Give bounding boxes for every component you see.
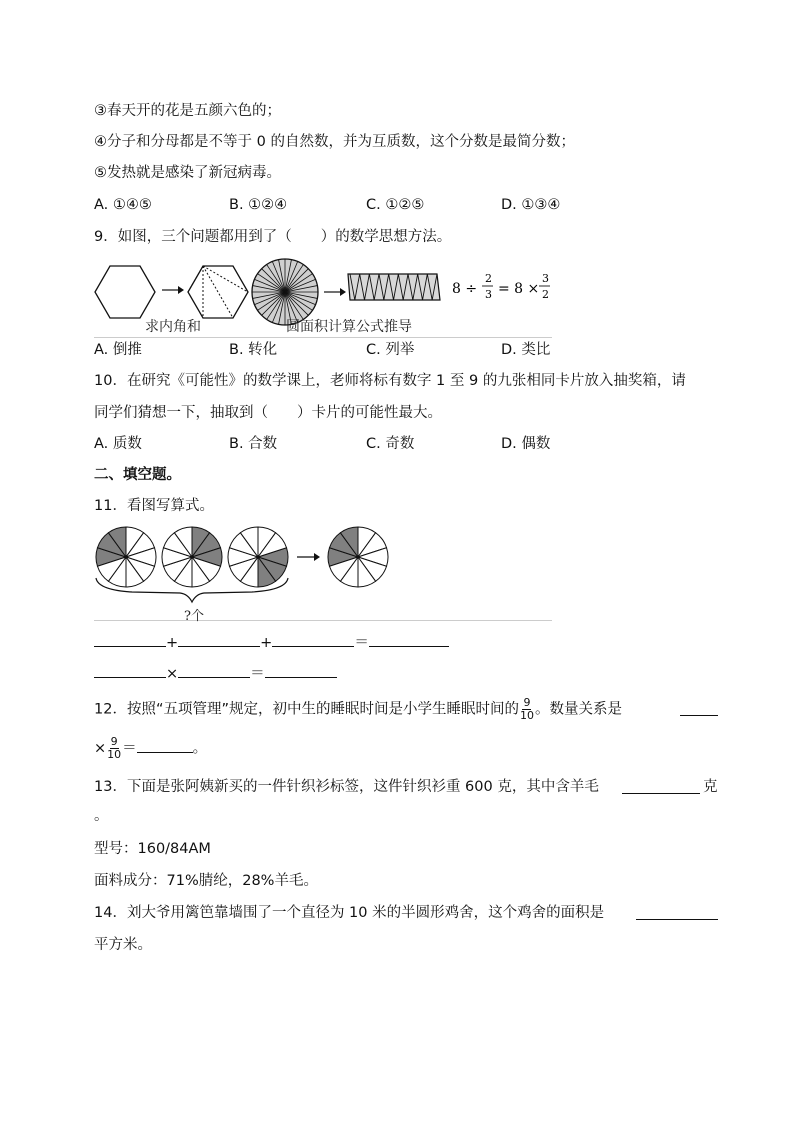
q8-option-d: D. ①③④ [501, 197, 561, 213]
arrow-icon [314, 553, 320, 561]
q12-line-1 [94, 697, 622, 722]
answer-blank[interactable] [636, 905, 718, 920]
figure-divider [94, 337, 552, 338]
plus-sign: + [166, 635, 179, 651]
division-formula [452, 272, 550, 301]
answer-blank[interactable] [178, 632, 260, 647]
answer-blank[interactable] [622, 779, 700, 794]
formula-n1: 2 [485, 272, 492, 285]
q12-text: 12．按照“五项管理”规定，初中生的睡眠时间是小学生睡眠时间的 [94, 701, 519, 718]
q14-line-2: 平方米。 [94, 937, 152, 953]
q13-label-model: 型号：160/84AM [94, 841, 211, 857]
q9-option-a: A. 倒推 [94, 342, 142, 358]
q10-option-c: C. 奇数 [366, 436, 415, 452]
answer-blank[interactable] [94, 663, 166, 678]
answer-blank[interactable] [369, 632, 449, 647]
answer-blank[interactable] [680, 701, 718, 716]
q13-end: 。 [94, 808, 109, 824]
q9-caption-right: 圆面积计算公式推导 [286, 319, 412, 335]
q13-label-fabric: 面料成分：71%腈纶，28%羊毛。 [94, 873, 318, 889]
q8-item-5: ⑤发热就是感染了新冠病毒。 [94, 165, 281, 181]
q14-line-1: 14．刘大爷用篱笆靠墙围了一个直径为 10 米的半圆形鸡舍，这个鸡舍的面积是 [94, 905, 605, 921]
q13-unit: 克 [703, 779, 718, 795]
q10-option-d: D. 偶数 [501, 436, 551, 452]
formula-n2: 3 [542, 272, 549, 285]
formula-part-a: 8 ÷ [452, 281, 478, 297]
q13-text: 13．下面是张阿姨新买的一件针织衫标签，这件针织衫重 600 克，其中含羊毛 [94, 779, 599, 795]
arrow-icon [178, 286, 184, 294]
fraction-pie [96, 527, 156, 587]
rearranged-parallelogram-shape [348, 274, 440, 300]
q11-addition-row [94, 632, 449, 653]
q8-option-b: B. ①②④ [229, 197, 288, 213]
answer-blank[interactable] [265, 663, 337, 678]
q11-stem: 11．看图写算式。 [94, 498, 214, 514]
q11-figure [92, 522, 402, 622]
q10-line-2: 同学们猜想一下，抽取到（ ）卡片的可能性最大。 [94, 405, 442, 421]
formula-d2: 2 [542, 288, 549, 301]
formula-mid: = 8 × [498, 281, 540, 297]
q10-option-a: A. 质数 [94, 436, 142, 452]
fraction-pie [162, 527, 222, 587]
answer-blank[interactable] [94, 632, 166, 647]
q11-brace-label: ?个 [184, 609, 204, 624]
q10-line-1: 10．在研究《可能性》的数学课上，老师将标有数字 1 至 9 的九张相同卡片放入抽奖箱，请 [94, 373, 686, 389]
q8-item-4: ④分子和分母都是不等于 0 的自然数，并为互质数，这个分数是最简分数； [94, 134, 575, 150]
equals-sign: ＝ [250, 666, 265, 682]
times-sign: × [166, 666, 179, 682]
q9-caption-left: 求内角和 [145, 319, 201, 335]
q9-option-b: B. 转化 [229, 342, 278, 358]
q12-line-2: × $\frac{9}{10}$ ＝ 。 [94, 735, 208, 761]
fraction-pie [228, 527, 288, 587]
formula-d1: 3 [485, 288, 492, 301]
q9-stem: 9．如图，三个问题都用到了（ ）的数学思想方法。 [94, 229, 452, 245]
equals-sign: ＝ [354, 635, 369, 651]
section-heading: 二、填空题。 [94, 467, 181, 483]
answer-blank[interactable] [137, 738, 193, 753]
hexagon-shape [95, 266, 155, 318]
q8-option-c: C. ①②⑤ [366, 197, 425, 213]
q9-option-c: C. 列举 [366, 342, 415, 358]
fraction: $\frac{9}{10}$ [107, 735, 122, 761]
q8-item-3: ③春天开的花是五颜六色的； [94, 103, 281, 119]
q9-option-d: D. 类比 [501, 342, 551, 358]
q11-multiplication-row [94, 663, 337, 684]
answer-blank[interactable] [178, 663, 250, 678]
fraction-pie [328, 527, 388, 587]
q8-option-a: A. ①④⑤ [94, 197, 152, 213]
divided-hexagon-shape [188, 266, 248, 318]
figure-divider [94, 620, 552, 621]
q10-option-b: B. 合数 [229, 436, 278, 452]
arrow-icon [340, 288, 346, 296]
answer-blank[interactable] [272, 632, 354, 647]
fraction: $\frac{9}{10}$ [519, 696, 534, 722]
plus-sign: + [260, 635, 273, 651]
q12-text-2: 。数量关系是 [534, 701, 622, 718]
